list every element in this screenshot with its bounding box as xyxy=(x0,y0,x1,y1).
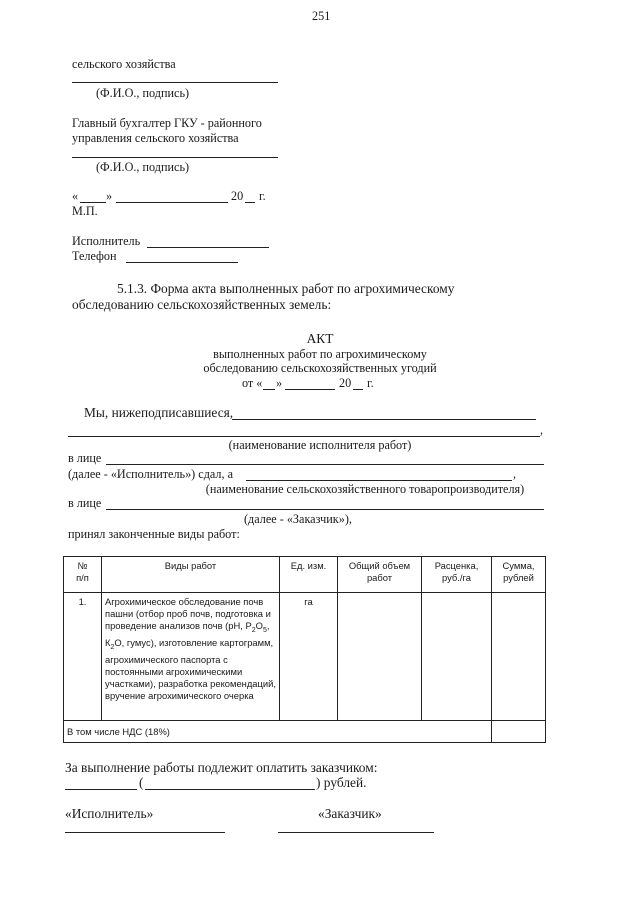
executor-label: Исполнитель xyxy=(72,234,141,248)
table-header-row xyxy=(64,557,546,593)
executor-name-blank xyxy=(68,436,540,437)
row1-desc-part-1: Агрохимическое обследование почв пашни (отбор проб почв, подготовка и проведение анализов почв (рН, Р xyxy=(105,596,271,631)
we-signed-blank xyxy=(232,419,536,420)
date-year-suffix: г. xyxy=(259,189,266,203)
in-person-blank-1 xyxy=(106,464,544,465)
producer-name-comma: , xyxy=(513,467,517,481)
row1-unit: га xyxy=(280,593,338,721)
header-rate xyxy=(422,557,492,593)
row1-description xyxy=(102,593,280,721)
act-title: АКТ xyxy=(306,331,334,346)
producer-name-label: (наименование сельскохозяйственного товаропроизводителя) xyxy=(205,482,525,496)
in-person-label-2: в лице xyxy=(68,496,102,510)
stamp-label: М.П. xyxy=(72,204,98,218)
date-day-blank xyxy=(80,202,106,203)
act-date-year-blank xyxy=(353,389,363,390)
vat-label: В том числе НДС (18%) xyxy=(64,721,492,743)
section-heading-line-1: 5.1.3. Форма акта выполненных работ по агрохимическому xyxy=(117,281,455,296)
row1-rate xyxy=(422,593,492,721)
act-date-year: 20 xyxy=(339,376,352,390)
table-row xyxy=(64,593,546,721)
header-sum: Сумма, рублей xyxy=(492,557,546,593)
hereinafter-executor-text: (далее - «Исполнитель») сдал, а xyxy=(68,467,234,481)
footer-customer-label: «Заказчик» xyxy=(318,806,382,821)
header-volume-line-2: работ xyxy=(366,572,393,583)
header-work: Виды работ xyxy=(102,557,280,593)
row1-desc-part-2: О xyxy=(255,620,263,631)
executor-name-label: (наименование исполнителя работ) xyxy=(228,438,412,452)
date-close-quote: » xyxy=(106,189,113,203)
phone-blank xyxy=(126,262,238,263)
phone-label: Телефон xyxy=(72,249,117,263)
row1-volume xyxy=(338,593,422,721)
header-num-line-2: п/п xyxy=(76,572,89,583)
header-unit: Ед. изм. xyxy=(280,557,338,593)
executor-name-comma: , xyxy=(540,423,544,437)
footer-executor-label: «Исполнитель» xyxy=(65,806,154,821)
payment-text: За выполнение работы подлежит оплатить заказчиком: xyxy=(65,760,378,775)
date-year-blank xyxy=(245,202,255,203)
payment-words-blank xyxy=(145,789,315,790)
row1-sum xyxy=(492,593,546,721)
act-subtitle-line-2: обследованию сельскохозяйственных угодий xyxy=(203,361,437,375)
vat-row xyxy=(64,721,546,743)
date-year-prefix: 20 xyxy=(231,189,244,203)
header-volume xyxy=(338,557,422,593)
signature-line-1 xyxy=(72,82,278,83)
act-date-mid: » xyxy=(276,376,283,390)
act-date-day-blank xyxy=(263,389,275,390)
row1-desc-sub-1: 2 xyxy=(251,626,256,634)
row1-desc-sub-2: 5 xyxy=(262,626,267,634)
payment-amount-blank xyxy=(65,789,137,790)
in-person-label-1: в лице xyxy=(68,451,102,465)
accepted-text: принял законченные виды работ: xyxy=(68,527,240,541)
we-signed-text: Мы, нижеподписавшиеся, xyxy=(84,405,234,420)
row1-num: 1. xyxy=(64,593,102,721)
chief-accountant-line-1: Главный бухгалтер ГКУ - районного xyxy=(72,116,262,130)
act-subtitle-line-1: выполненных работ по агрохимическому xyxy=(213,347,427,361)
act-date-prefix: от « xyxy=(242,376,263,390)
fio-label-1: (Ф.И.О., подпись) xyxy=(96,86,190,100)
section-heading-line-2: обследованию сельскохозяйственных земель: xyxy=(72,297,332,312)
footer-executor-signature-line xyxy=(65,832,225,833)
row1-desc-part-3: , К xyxy=(105,620,270,648)
signature-line-2 xyxy=(72,157,278,158)
fio-label-2: (Ф.И.О., подпись) xyxy=(96,160,190,174)
row1-desc-sub-3: 2 xyxy=(110,643,115,651)
payment-paren-open: ( xyxy=(139,775,144,790)
org-line: сельского хозяйства xyxy=(72,57,176,71)
header-num xyxy=(64,557,102,593)
in-person-blank-2 xyxy=(106,509,544,510)
vat-sum xyxy=(492,721,546,743)
producer-name-blank xyxy=(246,480,512,481)
hereinafter-customer-text: (далее - «Заказчик»), xyxy=(244,512,352,526)
act-date-month-blank xyxy=(285,389,335,390)
chief-accountant-line-2: управления сельского хозяйства xyxy=(72,131,239,145)
header-volume-line-1: Общий объем xyxy=(348,560,411,571)
header-rate-line-1: Расценка, xyxy=(434,560,479,571)
header-num-line-1: № xyxy=(77,560,88,571)
act-date-suffix: г. xyxy=(367,376,374,390)
works-table xyxy=(63,556,546,743)
footer-customer-signature-line xyxy=(278,832,434,833)
header-rate-line-2: руб./га xyxy=(442,572,471,583)
date-month-blank xyxy=(116,202,228,203)
row1-desc-part-4: О, гумус), изготовление картограмм, агрохимического паспорта с постоянными агрохимическими участками), разработка рекомендаций, вручение агрохимического очерка xyxy=(105,636,276,701)
executor-blank xyxy=(147,247,269,248)
payment-paren-close: ) рублей. xyxy=(316,775,367,790)
page-number: 251 xyxy=(312,9,331,23)
date-open-quote: « xyxy=(72,189,79,203)
